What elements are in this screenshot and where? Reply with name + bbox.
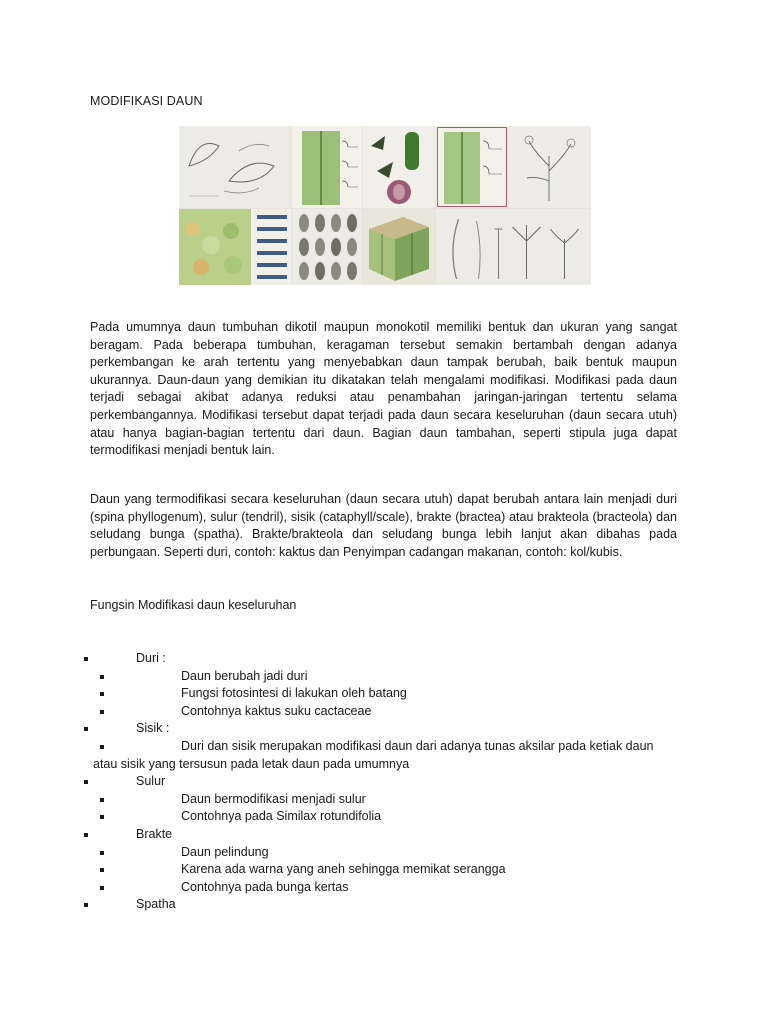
list-item: Brakte [80,826,680,844]
bullet-icon [100,815,104,819]
list-item: Daun bermodifikasi menjadi sulur [80,791,680,809]
bullet-icon [100,692,104,696]
bullet-icon [84,903,88,907]
plant-sketch-panel [509,126,591,208]
leaf-shapes-panel [292,209,362,285]
bullet-icon [84,780,88,784]
bullet-icon [84,657,88,661]
bullet-icon [100,868,104,872]
list-item: Duri : [80,650,680,668]
list-item: Karena ada warna yang aneh sehingga memikat serangga [80,861,680,879]
document-title: MODIFIKASI DAUN [90,94,203,108]
tissue-block-icon [363,209,435,285]
leaf-venation-panel-2 [436,126,508,208]
bullet-icon [84,727,88,731]
list-item: Contohnya pada bunga kertas [80,879,680,897]
list-item: Daun pelindung [80,844,680,862]
modification-paragraph: Daun yang termodifikasi secara keseluruhan (daun secara utuh) dapat berubah antara lain menjadi duri (spina phyllogenum), sulur (tendril), sisik (cataphyll/scale), brakte (bractea) atau brakteola (bracteola) dan seludang bunga (spatha). Brakte/brakteola dan seludang bunga lebih lanjut akan dibahas pada perbungaan. Seperti duri, contoh: kaktus dan Penyimpan cadangan makanan, contoh: kol/kubis. [90,492,677,559]
leaf-venation-icon [292,126,362,208]
bullet-icon [100,745,104,749]
list-item: Duri dan sisik merupakan modifikasi daun dari adanya tunas aksilar pada ketiak daun atau sisik yang tersusun pada letak daun pada umumnya [93,738,654,771]
bullet-icon [100,710,104,714]
list-item: Contohnya pada Similax rotundifolia [80,808,680,826]
section-subheading: Fungsin Modifikasi daun keseluruhan [90,598,297,612]
plant-forms-panel [436,209,591,285]
leaf-sketch-panel [179,126,291,208]
leaf-venation-panel [292,126,362,208]
bullet-icon [100,675,104,679]
leaf-modification-figure [179,126,591,285]
list-item: Sisik : [80,720,680,738]
leaf-sketch-icon [179,126,291,208]
list-item: Sulur [80,773,680,791]
leaf-cross-section-panel [179,209,291,285]
spines-and-cactus-icon [363,126,435,208]
leaf-venation-icon [436,126,508,208]
intro-paragraph: Pada umumnya daun tumbuhan dikotil maupun monokotil memiliki bentuk dan ukuran yang sangat beragam. Pada beberapa tumbuhan, keragaman tersebut semakin bertambah dengan adanya perkembangan ke arah tertentu yang menyebabkan daun tampak berubah, baik bentuk maupun ukurannya. Daun-daun yang demikian itu dikatakan telah mengalami modifikasi. Modifikasi pada daun terjadi sebagai akibat adanya reduksi atau penambahan jaringan-jaringan tertentu selama perkembangannya. Modifikasi tersebut dapat terjadi pada daun secara keseluruhan (daun secara utuh) atau hanya bagian-bagian tertentu dari daun. Bagian daun tambahan, seperti stipula juga dapat termodifikasi menjadi bentuk lain. [90,320,677,458]
list-item: Daun berubah jadi duri [80,668,680,686]
plant-forms-icon [436,209,591,285]
list-item: Spatha [80,896,680,914]
leaf-shapes-icon [292,209,362,285]
bullet-icon [100,886,104,890]
plant-spines-panel [363,126,435,208]
list-item: Fungsi fotosintesi di lakukan oleh batang [80,685,680,703]
bullet-icon [100,798,104,802]
bullet-icon [84,833,88,837]
bullet-icon [100,851,104,855]
cross-section-icon [179,209,291,285]
modification-list [80,650,680,914]
plant-sketch-icon [509,126,591,208]
tissue-block-panel [363,209,435,285]
list-item: Contohnya kaktus suku cactaceae [80,703,680,721]
